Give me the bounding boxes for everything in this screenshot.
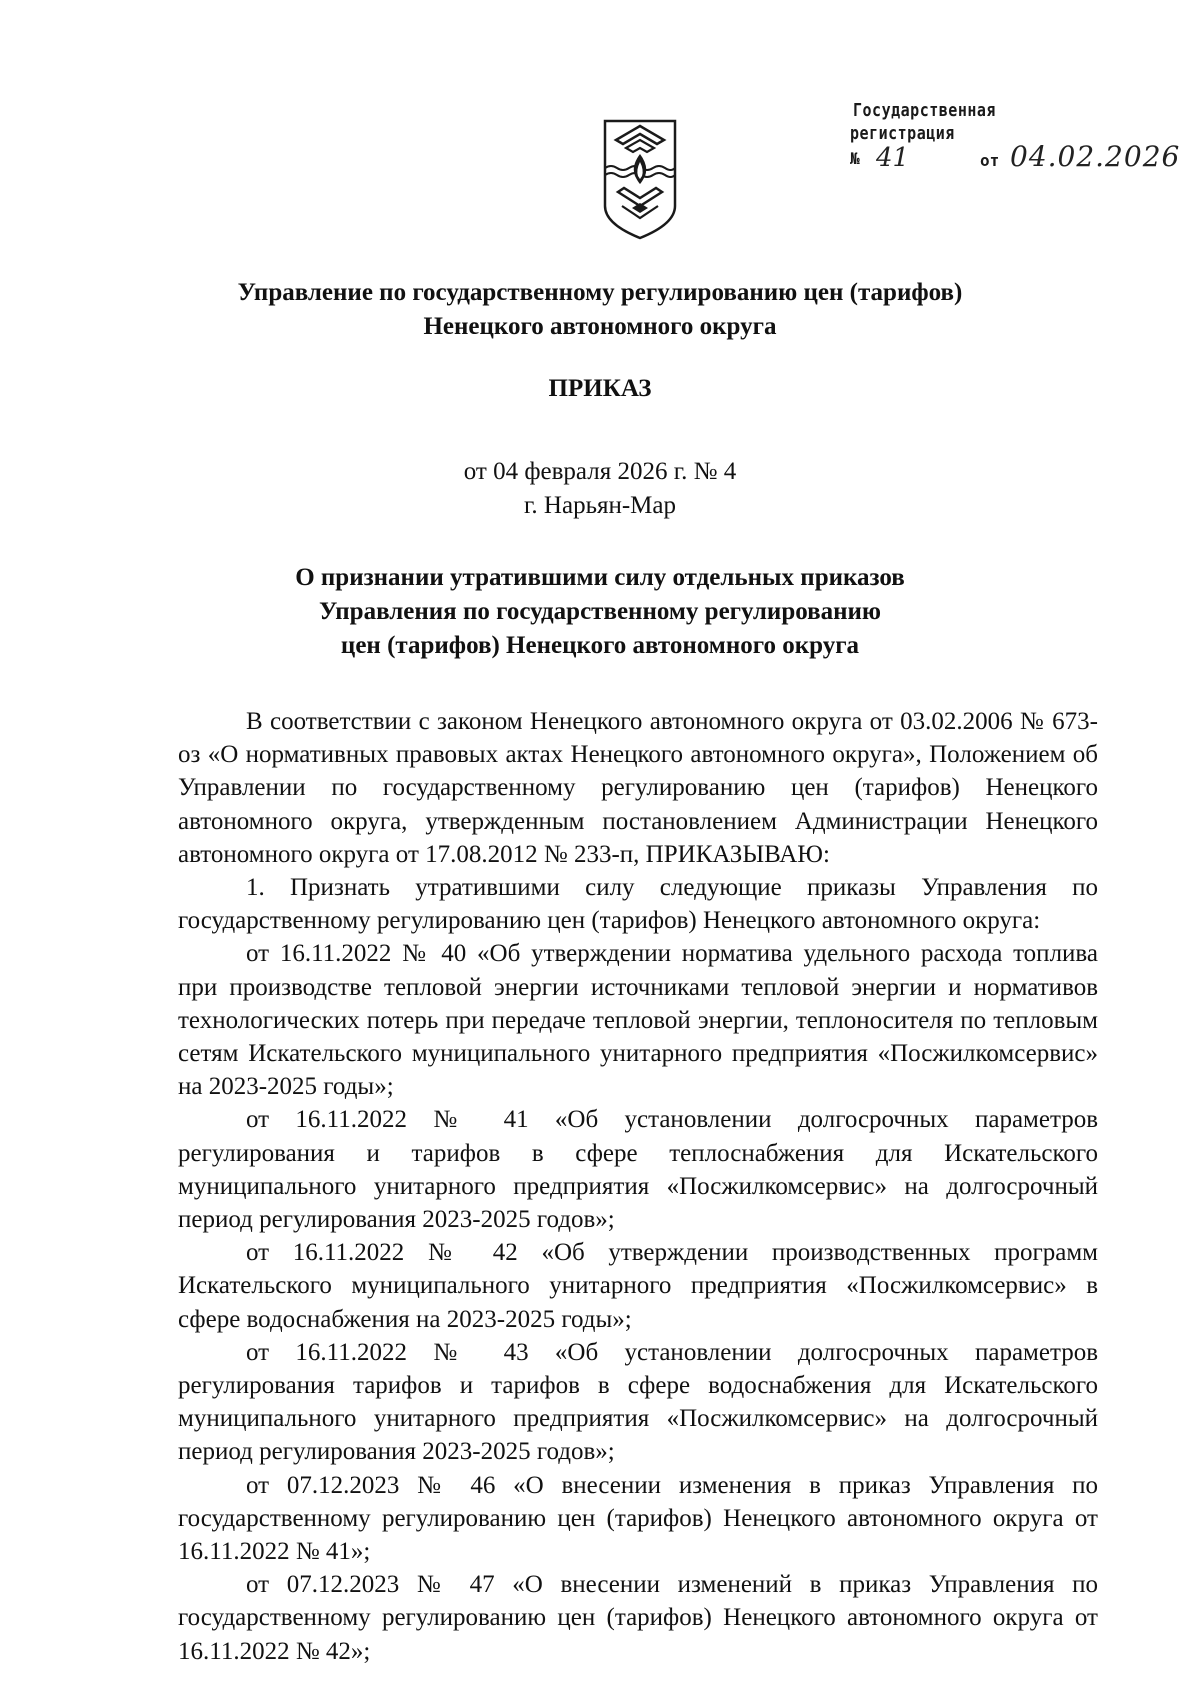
stamp-line-2: регистрация <box>850 122 955 144</box>
stamp-registration-date: 04.02.2026 <box>1010 140 1181 173</box>
stamp-date-prefix: от <box>980 151 1000 170</box>
order-list-item: от 16.11.2022 № 41 «Об установлении долгосрочных параметров регулирования и тарифов в сфере теплоснабжения для Искательского муниципального унитарного предприятия «Посжилкомсервис» на долгосрочный период регулирования 2023-2025 годов»; <box>178 1106 1098 1234</box>
stamp-registration-number: 41 <box>876 143 910 173</box>
order-list-item: от 16.11.2022 № 43 «Об установлении долгосрочных параметров регулирования тарифов и тарифов в сфере водоснабжения для Искательского муниципального унитарного предприятия «Посжилкомсервис» на долгосрочный период регулирования 2023-2025 годов»; <box>178 1338 1098 1466</box>
subject-line-3: цен (тарифов) Ненецкого автономного округа <box>340 632 860 659</box>
order-list-item: от 07.12.2023 № 46 «О внесении изменения в приказ Управления по государственному регулированию цен (тарифов) Ненецкого автономного округа от 16.11.2022 № 41»; <box>178 1471 1098 1566</box>
organization-name-line-1: Управление по государственному регулированию цен (тарифов) <box>237 279 963 306</box>
document-meta <box>150 455 1050 523</box>
order-list-item: от 07.12.2023 № 47 «О внесении изменений в приказ Управления по государственному регулированию цен (тарифов) Ненецкого автономного округа от 16.11.2022 № 42»; <box>178 1571 1098 1665</box>
coat-of-arms-emblem <box>602 118 678 242</box>
document-subject <box>150 561 1050 663</box>
order-list-item: от 16.11.2022 № 40 «Об утверждении норматива удельного расхода топлива при производстве тепловой энергии источниками тепловой энергии и нормативов технологических потерь при передаче тепловой энергии, теплоносителя по тепловым сетям Искательского муниципального унитарного предприятия «Посжилкомсервис» на 2023-2025 годы»; <box>178 940 1098 1101</box>
organization-name <box>150 276 1050 344</box>
document-place: г. Нарьян-Мар <box>523 492 676 519</box>
stamp-number-prefix: № <box>850 149 860 168</box>
document-body <box>178 705 1098 1668</box>
organization-name-line-2: Ненецкого автономного округа <box>423 313 777 340</box>
stamp-line-1: Государственная <box>853 99 996 121</box>
item-1-paragraph: 1. Признать утратившими силу следующие приказы Управления по государственному регулированию цен (тарифов) Ненецкого автономного округа: <box>178 874 1098 935</box>
document-type: ПРИКАЗ <box>548 375 652 402</box>
order-list-item: от 16.11.2022 № 42 «Об утверждении производственных программ Искательского муниципального унитарного предприятия «Посжилкомсервис» в сфере водоснабжения на 2023-2025 годы»; <box>178 1239 1098 1333</box>
registration-stamp <box>850 93 1180 183</box>
intro-paragraph: В соответствии с законом Ненецкого автономного округа от 03.02.2006 № 673-оз «О нормативных правовых актах Ненецкого автономного округа», Положением об Управлении по государственному регулированию цен (тарифов) Ненецкого автономного округа, утвержденным постановлением Администрации Ненецкого автономного округа от 17.08.2012 № 233-п, ПРИКАЗЫВАЮ: <box>178 708 1098 868</box>
subject-line-1: О признании утратившими силу отдельных приказов <box>295 564 905 591</box>
subject-line-2: Управления по государственному регулированию <box>318 598 882 625</box>
document-date-number: от 04 февраля 2026 г. № 4 <box>463 458 737 485</box>
